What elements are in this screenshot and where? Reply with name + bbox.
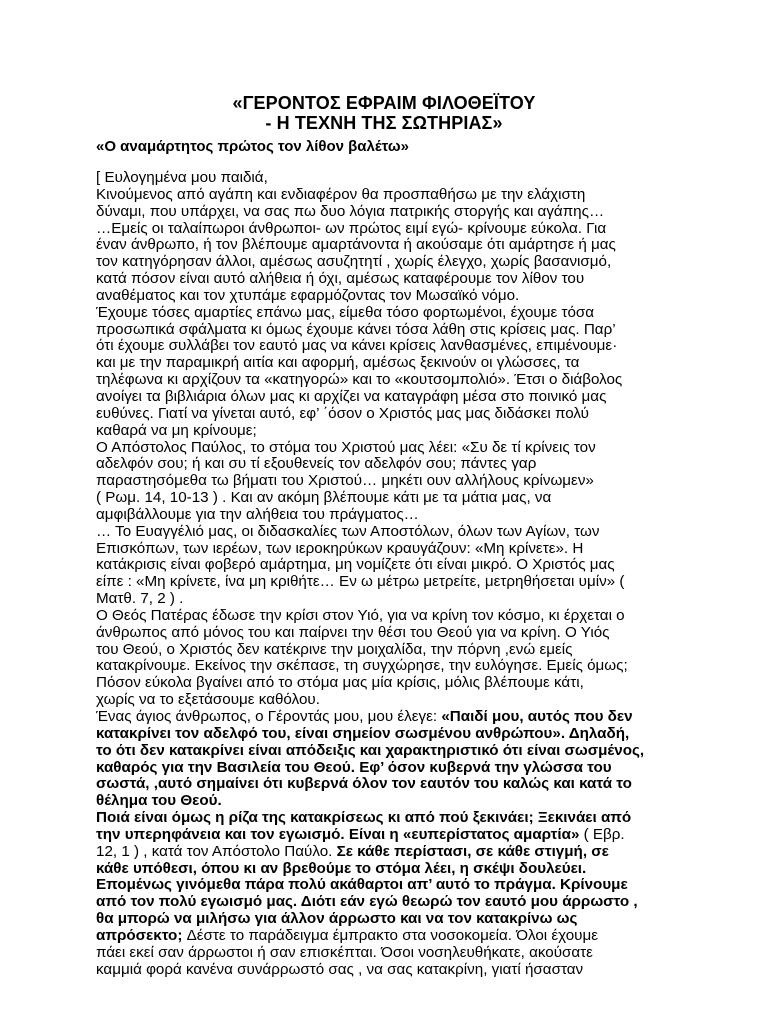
text-line [96, 541, 696, 558]
title-line-1: «ΓΕΡΟΝΤΟΣ ΕΦΡΑΙΜ ΦΙΛΟΘΕΪΤΟΥ [232, 93, 536, 113]
text-line [96, 827, 696, 844]
text-run: Ο Απόστολος Παύλος, το στόμα του Χριστού μας λέει: «Συ δε τί κρίνεις τον [96, 438, 596, 456]
text-line [96, 861, 696, 878]
text-line [96, 776, 696, 793]
text-run: προσωπικά σφάλματα κι όμως έχουμε κάνει τόσα λάθη στις κρίσεις μας. Παρ’ [96, 320, 616, 338]
text-run: αδελφόν σου; ή και συ τί εξουθενείς τον αδελφόν σου; πάντες γαρ [96, 455, 537, 473]
text-line [96, 962, 696, 979]
document-body [96, 170, 696, 979]
text-line [96, 355, 696, 372]
text-line [96, 507, 696, 524]
text-run: ότι έχουμε συλλάβει τον εαυτό μας να κάνει κρίσεις λανθασμένες, επιμένουμε· [96, 337, 618, 355]
text-run: δύναμι, που υπάρχει, να σας πω δυο λόγια πατρικής στοργής και αγάπης… [96, 202, 605, 220]
text-run: Ένας άγιος άνθρωπος, ο Γέροντάς μου, μου έλεγε: [96, 708, 442, 725]
text-run: από τον πολύ εγωισμό μας. Διότι εάν εγώ θεωρώ τον εαυτό μου άρρωστο , [96, 893, 638, 911]
text-run: Σε κάθε περίστασι, σε κάθε στιγμή, σε [336, 842, 609, 860]
text-run: κατακρίνουμε. Εκείνος την σκέπασε, τη συγχώρησε, την ευλόγησε. Εμείς όμως; [96, 657, 628, 675]
text-line [96, 389, 696, 406]
text-line [96, 810, 696, 827]
text-run: καμμιά φορά κανένα συνάρρωστό σας , να σας κατακρίνη, γιατί ήσασταν [96, 960, 584, 978]
text-line [96, 440, 696, 457]
text-run: Έχουμε τόσες αμαρτίες επάνω μας, είμεθα τόσο φορτωμένοι, έχουμε τόσα [96, 303, 595, 321]
text-run: Ματθ. 7, 2 ) . [96, 590, 184, 608]
text-run: άνθρωπος από μόνος του και παίρνει την θέσι του Θεού για να κρίνη. Ο Υιός [96, 623, 610, 641]
text-line [96, 170, 696, 187]
text-line [96, 372, 696, 389]
text-run: κατά πόσον είναι αυτό αλήθεια ή όχι, αμέσως καταφέρουμε τον λίθον του [96, 270, 585, 288]
text-run: καθαρός για την Βασιλεία του Θεού. Εφ’ όσον κυβερνά την γλώσσα του [96, 758, 612, 776]
text-run: πάει εκεί σαν άρρωστοι ή σαν επισκέπται. Όσοι νοσηλευθήκατε, ακούσατε [96, 943, 593, 961]
text-run: Ο Θεός Πατέρας έδωσε την κρίσι στον Υιό, για να κρίνη τον κόσμο, κι έρχεται ο [96, 606, 625, 624]
text-run: τον κατηγόρησαν άλλοι, αμέσως ασυζητητί , χωρίς έλεγχο, χωρίς βασανισμό, [96, 253, 612, 271]
text-line [96, 490, 696, 507]
text-line [96, 423, 696, 440]
text-run: τηλέφωνα κι αρχίζουν τα «κατηγορώ» και το «κουτσομπολιό». Έτσι ο διάβολος [96, 371, 623, 389]
text-line [96, 760, 696, 777]
text-run: απρόσεκτο; [96, 926, 187, 944]
text-line [96, 642, 696, 659]
text-run: ευθύνες. Γιατί να γίνεται αυτό, εφ’ ΄όσον ο Χριστός μας μας διδάσκει πολύ [96, 404, 589, 422]
text-run: κατάκρισις είναι φοβερό αμάρτημα, μη νομίζετε ότι είναι μικρό. Ο Χριστός μας [96, 556, 615, 574]
text-line [96, 322, 696, 339]
text-run: την υπερηφάνεια και τον εγωισμό. Είναι η «ευπερίστατος αμαρτία» [96, 825, 580, 843]
text-line [96, 608, 696, 625]
text-run: παραστησόμεθα τω βήματι του Χριστού… μηκέτι ουν αλλήλους κρίνωμεν» [96, 472, 594, 490]
text-run: σωστά, ,αυτό σημαίνει ότι κυβερνά όλον τον εαυτόν του καλώς και κατά το [96, 775, 632, 793]
text-line [96, 456, 696, 473]
text-line [96, 305, 696, 322]
text-run: αναθέματος και τον χτυπάμε εφαρμόζοντας τον Μωσαϊκό νόμο. [96, 286, 520, 304]
text-line [96, 254, 696, 271]
text-line [96, 187, 696, 204]
text-line [96, 726, 696, 743]
text-run: θέλημα του Θεού. [96, 792, 222, 810]
text-run: έναν άνθρωπο, ή τον βλέπουμε αμαρτάνοντα ή ακούσαμε ότι αμάρτησε ή μας [96, 236, 616, 254]
text-line [96, 911, 696, 928]
text-line [96, 658, 696, 675]
text-run: …Εμείς οι ταλαίπωροι άνθρωποι- ων πρώτος ειμί εγώ- κρίνουμε εύκολα. Για [96, 219, 607, 237]
text-line [96, 557, 696, 574]
text-run: κάθε υπόθεσι, όπου κι αν βρεθούμε το στόμα λέει, η σκέψι δουλεύει. [96, 859, 587, 877]
title-line-2: - Η ΤΕΧΝΗ ΤΗΣ ΣΩΤΗΡΙΑΣ» [265, 113, 503, 133]
text-run: ( Εβρ. [579, 825, 625, 843]
text-line [96, 406, 696, 423]
text-run: Επισκόπων, των ιερέων, των ιεροκηρύκων κραυγάζουν: «Μη κρίνετε». Η [96, 539, 584, 557]
text-line [96, 237, 696, 254]
document-subtitle: «Ο αναμάρτητος πρώτος τον λίθον βαλέτω» [96, 138, 409, 155]
text-run: χωρίς να το εξετάσουμε καθόλου. [96, 691, 320, 709]
text-line [96, 877, 696, 894]
text-run: «Παιδί μου, αυτός που δεν [441, 708, 633, 725]
text-run: είπε : «Μη κρίνετε, ίνα μη κριθήτε… Εν ω μέτρω μετρείτε, μετρηθήσεται υμίν» ( [96, 573, 625, 591]
text-run: αμφιβάλλουμε για την αλήθεια του πράγματος… [96, 505, 419, 523]
text-run: Δέστε το παράδειγμα έμπρακτο στα νοσοκομεία. Όλοι έχουμε [186, 926, 598, 944]
text-line [96, 692, 696, 709]
text-line [96, 675, 696, 692]
text-run: ανοίγει τα βιβλιάρια όλων μας κι αρχίζει να καταγράφη μέσα στο ποινικό μας [96, 387, 607, 405]
text-run: του Θεού, ο Χριστός δεν κατέκρινε την μοιχαλίδα, την πόρνη ,ενώ εμείς [96, 640, 573, 658]
text-run: το ότι δεν κατακρίνει είναι απόδειξις και χαρακτηριστικό ότι είναι σωσμένος, [96, 741, 645, 759]
text-run: [ Ευλογημένα μου παιδιά, [96, 169, 268, 186]
text-run: θα μπορώ να μιλήσω για άλλον άρρωστο και να τον κατακρίνω ως [96, 910, 578, 928]
text-line [96, 945, 696, 962]
text-line [96, 473, 696, 490]
text-line [96, 338, 696, 355]
text-run: καθαρά να μη κρίνουμε; [96, 421, 257, 439]
text-line [96, 288, 696, 305]
text-line [96, 524, 696, 541]
text-run: 12, 1 ) , κατά τον Απόστολο Παύλο. [96, 842, 337, 860]
text-line [96, 743, 696, 760]
text-line [96, 574, 696, 591]
text-run: Πόσον εύκολα βγαίνει από το στόμα μας μία κρίσις, μόλις βλέπουμε κάτι, [96, 674, 584, 692]
text-line [96, 625, 696, 642]
text-line [96, 793, 696, 810]
text-line [96, 591, 696, 608]
text-run: Επομένως γινόμεθα πάρα πολύ ακάθαρτοι απ’ αυτό το πράγμα. Κρίνουμε [96, 876, 628, 894]
document-title [0, 93, 768, 133]
text-run: κατακρίνει τον αδελφό του, είναι σημείον σωσμένου ανθρώπου». Δηλαδή, [96, 724, 630, 742]
text-line [96, 928, 696, 945]
text-run: Κινούμενος από αγάπη και ενδιαφέρον θα προσπαθήσω με την ελάχιστη [96, 185, 586, 203]
text-line [96, 271, 696, 288]
text-line [96, 709, 696, 726]
text-line [96, 204, 696, 221]
text-line [96, 894, 696, 911]
text-run: … Το Ευαγγέλιό μας, οι διδασκαλίες των Αποστόλων, όλων των Αγίων, των [96, 522, 600, 540]
text-run: ( Ρωμ. 14, 10-13 ) . Και αν ακόμη βλέπουμε κάτι με τα μάτια μας, να [96, 489, 552, 507]
text-run: και με την παραμικρή αιτία και αφορμή, αμέσως ξεκινούν οι γλώσσες, τα [96, 354, 580, 372]
text-line [96, 221, 696, 238]
text-line [96, 844, 696, 861]
text-run: Ποιά είναι όμως η ρίζα της κατακρίσεως κι από πού ξεκινάει; Ξεκινάει από [96, 809, 632, 827]
